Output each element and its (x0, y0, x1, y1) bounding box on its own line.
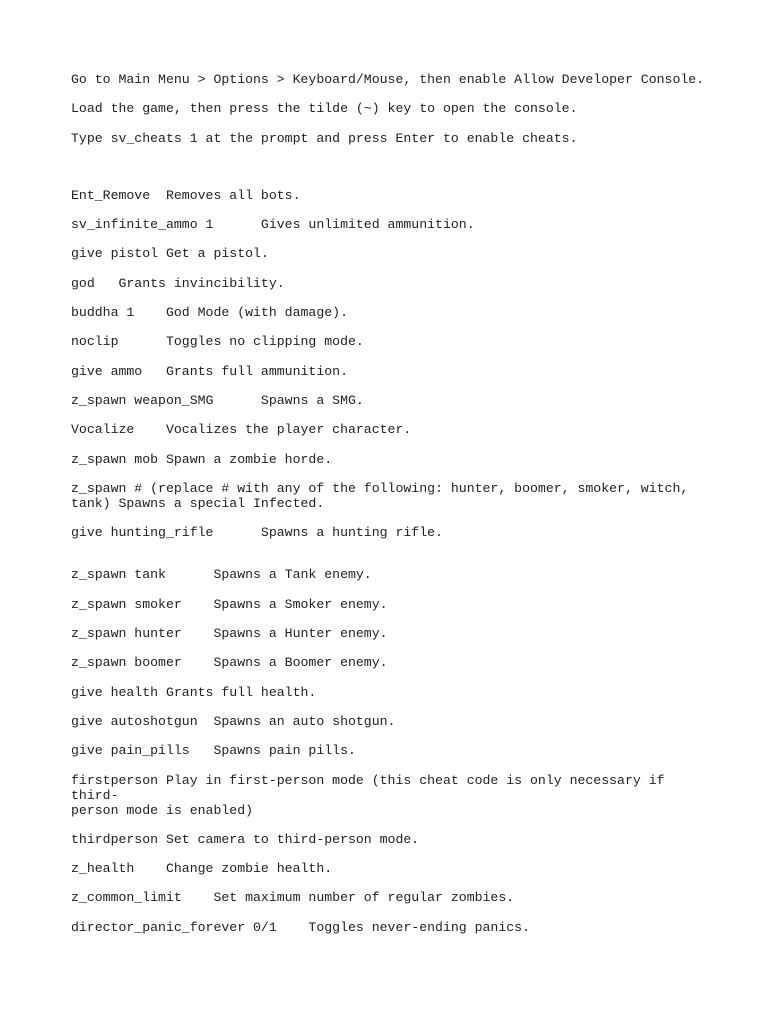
cheat-line: z_spawn boomer Spawns a Boomer enemy. (71, 655, 388, 671)
cheat-line: Vocalize Vocalizes the player character. (71, 422, 412, 438)
cheat-line: noclip Toggles no clipping mode. (71, 334, 364, 350)
cheat-line: Ent_Remove Removes all bots. (71, 187, 301, 203)
cheat-line: give autoshotgun Spawns an auto shotgun. (71, 713, 396, 729)
cheat-line: give ammo Grants full ammunition. (71, 363, 348, 379)
cheat-line: give pistol Get a pistol. (71, 246, 269, 262)
cheat-line: give health Grants full health. (71, 684, 317, 700)
cheat-line: z_common_limit Set maximum number of regular zombies. (71, 890, 515, 906)
cheat-line: give pain_pills Spawns pain pills. (71, 743, 356, 759)
document-body (71, 72, 711, 949)
cheat-line: give hunting_rifle Spawns a hunting rifle. (71, 525, 443, 541)
cheat-list-group-1 (71, 188, 711, 540)
cheat-line: z_spawn hunter Spawns a Hunter enemy. (71, 626, 388, 642)
cheat-list-group-2 (71, 567, 711, 934)
cheat-line: z_spawn smoker Spawns a Smoker enemy. (71, 596, 388, 612)
cheat-line: god Grants invincibility. (71, 275, 285, 291)
cheat-line: firstperson Play in first-person mode (this cheat code is only necessary if third- person mode is enabled) (71, 772, 665, 818)
cheat-line: z_spawn tank Spawns a Tank enemy. (71, 567, 372, 583)
intro-step-2: Load the game, then press the tilde (~) key to open the console. (71, 101, 578, 117)
cheat-line: sv_infinite_ammo 1 Gives unlimited ammunition. (71, 217, 475, 233)
cheat-line: thirdperson Set camera to third-person mode. (71, 831, 420, 847)
cheat-line: z_spawn mob Spawn a zombie horde. (71, 451, 333, 467)
cheat-line: z_spawn weapon_SMG Spawns a SMG. (71, 392, 364, 408)
intro-step-3: Type sv_cheats 1 at the prompt and press Enter to enable cheats. (71, 130, 578, 146)
cheat-line: director_panic_forever 0/1 Toggles never-ending panics. (71, 919, 530, 935)
cheat-line: z_spawn # (replace # with any of the following: hunter, boomer, smoker, witch, tank) Spawns a special Infected. (71, 480, 689, 511)
intro-instructions (71, 72, 711, 146)
cheat-line: buddha 1 God Mode (with damage). (71, 305, 348, 321)
intro-step-1: Go to Main Menu > Options > Keyboard/Mouse, then enable Allow Developer Console. (71, 72, 705, 87)
cheat-line: z_health Change zombie health. (71, 861, 333, 877)
